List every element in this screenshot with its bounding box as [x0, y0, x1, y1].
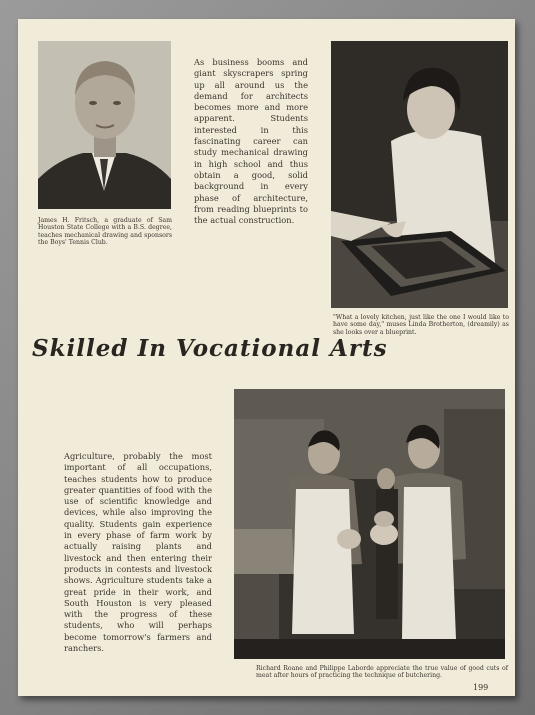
paragraph-architecture: As business booms and giant skyscrapers spring up all around us the demand for architects becomes more and more apparent. Students interested in this fascinating career can study mechanical drawing in high school and thus obtain a good, solid background in every phase of architecture, from reading blueprints to the actual construction.	[194, 57, 308, 226]
yearbook-page	[18, 19, 515, 696]
paragraph-agriculture: Agriculture, probably the most important of all occupations, teaches students how to produce greater quantities of food with the use of scientific knowledge and devices, while also improving the quality. Students gain experience in every phase of farm work by actually raising plants and livestock and then entering their products in contests and livestock shows. Agriculture students take a great pride in their work, and South Houston is very pleased with the progress of these students, who will perhaps become tomorrow's farmers and ranchers.	[64, 451, 212, 654]
butchering-photo	[234, 389, 505, 659]
section-heading: Skilled In Vocational Arts	[32, 335, 388, 362]
caption-blueprint: "What a lovely kitchen, just like the one I would like to have some day," muses Linda Brotherton, (dreamily) as she looks over a blueprint.	[333, 314, 509, 336]
caption-butchering: Richard Roane and Philippe Laborde appreciate the true value of good cuts of meat after hours of practicing the technique of butchering.	[256, 665, 508, 680]
caption-teacher: James H. Fritsch, a graduate of Sam Houston State College with a B.S. degree, teaches mechanical drawing and sponsors the Boys' Tennis Club.	[38, 217, 172, 247]
teacher-portrait-photo	[38, 41, 171, 209]
blueprint-photo	[331, 41, 508, 308]
page-number: 199	[473, 683, 489, 692]
